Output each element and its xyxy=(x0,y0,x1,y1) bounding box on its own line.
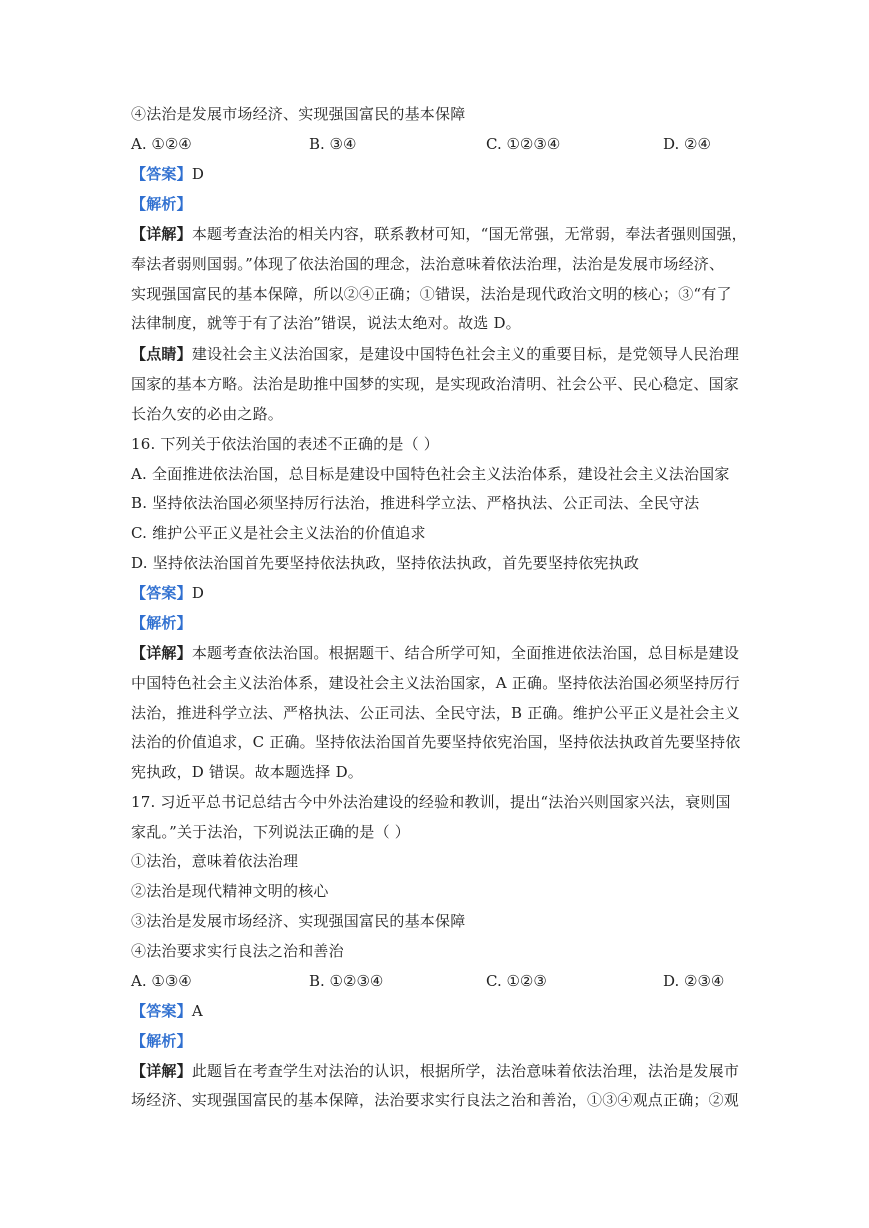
q15-answer xyxy=(131,164,204,184)
q15-note-line: 国家的基本方略。法治是助推中国梦的实现，是实现政治清明、社会公平、民心稳定、国家 xyxy=(131,375,740,393)
detail-tag: 【详解】 xyxy=(131,644,192,662)
q17-option-a: A. ①③④ xyxy=(131,972,192,990)
q17-item-3: ③法治是发展市场经济、实现强国富民的基本保障 xyxy=(131,912,466,930)
q15-note-line: 长治久安的必由之路。 xyxy=(131,405,284,423)
q15-option-d: D. ②④ xyxy=(663,135,711,153)
note-text: 建设社会主义法治国家，是建设中国特色社会主义的重要目标，是党领导人民治理 xyxy=(191,345,740,363)
q16-option-d: D. 坚持依法治国首先要坚持依法执政，坚持依法执政，首先要坚持依宪执政 xyxy=(131,554,640,572)
q15-analysis xyxy=(131,194,192,214)
q15-item-4: ④法治是发展市场经济、实现强国富民的基本保障 xyxy=(131,105,466,123)
q17-stem-line: 家乱。”关于法治，下列说法正确的是（ ） xyxy=(131,823,410,841)
analysis-tag: 【解析】 xyxy=(131,614,192,632)
q17-stem-line: 17. 习近平总书记总结古今中外法治建设的经验和教训，提出“法治兴则国家兴法，衰则国 xyxy=(131,793,731,811)
q17-analysis xyxy=(131,1031,192,1051)
analysis-tag: 【解析】 xyxy=(131,195,192,213)
q16-option-c: C. 维护公平正义是社会主义法治的价值追求 xyxy=(131,524,426,542)
q17-detail-line: 场经济、实现强国富民的基本保障，法治要求实行良法之治和善治，①③④观点正确；②观 xyxy=(131,1091,740,1109)
q15-note-line xyxy=(131,344,739,364)
detail-text: 此题旨在考查学生对法治的认识，根据所学，法治意味着依法治理，法治是发展市 xyxy=(191,1062,740,1080)
q15-option-a: A. ①②④ xyxy=(131,135,192,153)
q16-detail-line: 中国特色社会主义法治体系，建设社会主义法治国家，A 正确。坚持依法治国必须坚持厉行 xyxy=(131,674,740,692)
answer-tag: 【答案】 xyxy=(131,165,192,183)
q15-detail-line xyxy=(131,224,747,244)
analysis-tag: 【解析】 xyxy=(131,1032,192,1050)
detail-tag: 【详解】 xyxy=(131,225,192,243)
q17-answer xyxy=(131,1001,203,1021)
q17-item-2: ②法治是现代精神文明的核心 xyxy=(131,882,329,900)
q16-detail-line: 法治的价值追求，C 正确。坚持依法治国首先要坚持依宪治国，坚持依法执政首先要坚持依 xyxy=(131,733,741,751)
q17-item-4: ④法治要求实行良法之治和善治 xyxy=(131,942,344,960)
q16-detail-line xyxy=(131,643,739,663)
answer-value: D xyxy=(191,584,205,602)
q17-item-1: ①法治，意味着依法治理 xyxy=(131,852,299,870)
q16-detail-line: 法治，推进科学立法、严格执法、公正司法、全民守法，B 正确。维护公平正义是社会主义 xyxy=(131,704,740,722)
q16-detail-line: 宪执政，D 错误。故本题选择 D。 xyxy=(131,763,363,781)
q16-analysis xyxy=(131,613,192,633)
answer-value: D xyxy=(191,165,205,183)
detail-text: 本题考查法治的相关内容，联系教材可知，“国无常强，无常弱，奉法者强则国强， xyxy=(191,225,747,243)
answer-tag: 【答案】 xyxy=(131,1002,192,1020)
q15-detail-line: 实现强国富民的基本保障，所以②④正确；①错误，法治是现代政治文明的核心；③“有了 xyxy=(131,285,732,303)
detail-text: 本题考查依法治国。根据题干、结合所学可知，全面推进依法治国，总目标是建设 xyxy=(191,644,740,662)
q16-option-b: B. 坚持依法治国必须坚持厉行法治，推进科学立法、严格执法、公正司法、全民守法 xyxy=(131,494,700,512)
q15-option-c: C. ①②③④ xyxy=(486,135,561,153)
q17-option-b: B. ①②③④ xyxy=(309,972,384,990)
note-tag: 【点睛】 xyxy=(131,345,192,363)
q16-option-a: A. 全面推进依法治国，总目标是建设中国特色社会主义法治体系，建设社会主义法治国家 xyxy=(131,465,730,483)
q15-detail-line: 奉法者弱则国弱。”体现了依法治国的理念，法治意味着依法治理，法治是发展市场经济、 xyxy=(131,255,725,273)
answer-value: A xyxy=(191,1002,203,1020)
detail-tag: 【详解】 xyxy=(131,1062,192,1080)
q16-answer xyxy=(131,583,204,603)
q15-option-b: B. ③④ xyxy=(309,135,357,153)
q17-detail-line xyxy=(131,1061,739,1081)
answer-tag: 【答案】 xyxy=(131,584,192,602)
q17-option-c: C. ①②③ xyxy=(486,972,547,990)
q17-option-d: D. ②③④ xyxy=(663,972,725,990)
q15-detail-line: 法律制度，就等于有了法治”错误，说法太绝对。故选 D。 xyxy=(131,314,521,332)
q16-stem: 16. 下列关于依法治国的表述不正确的是（ ） xyxy=(131,435,439,453)
